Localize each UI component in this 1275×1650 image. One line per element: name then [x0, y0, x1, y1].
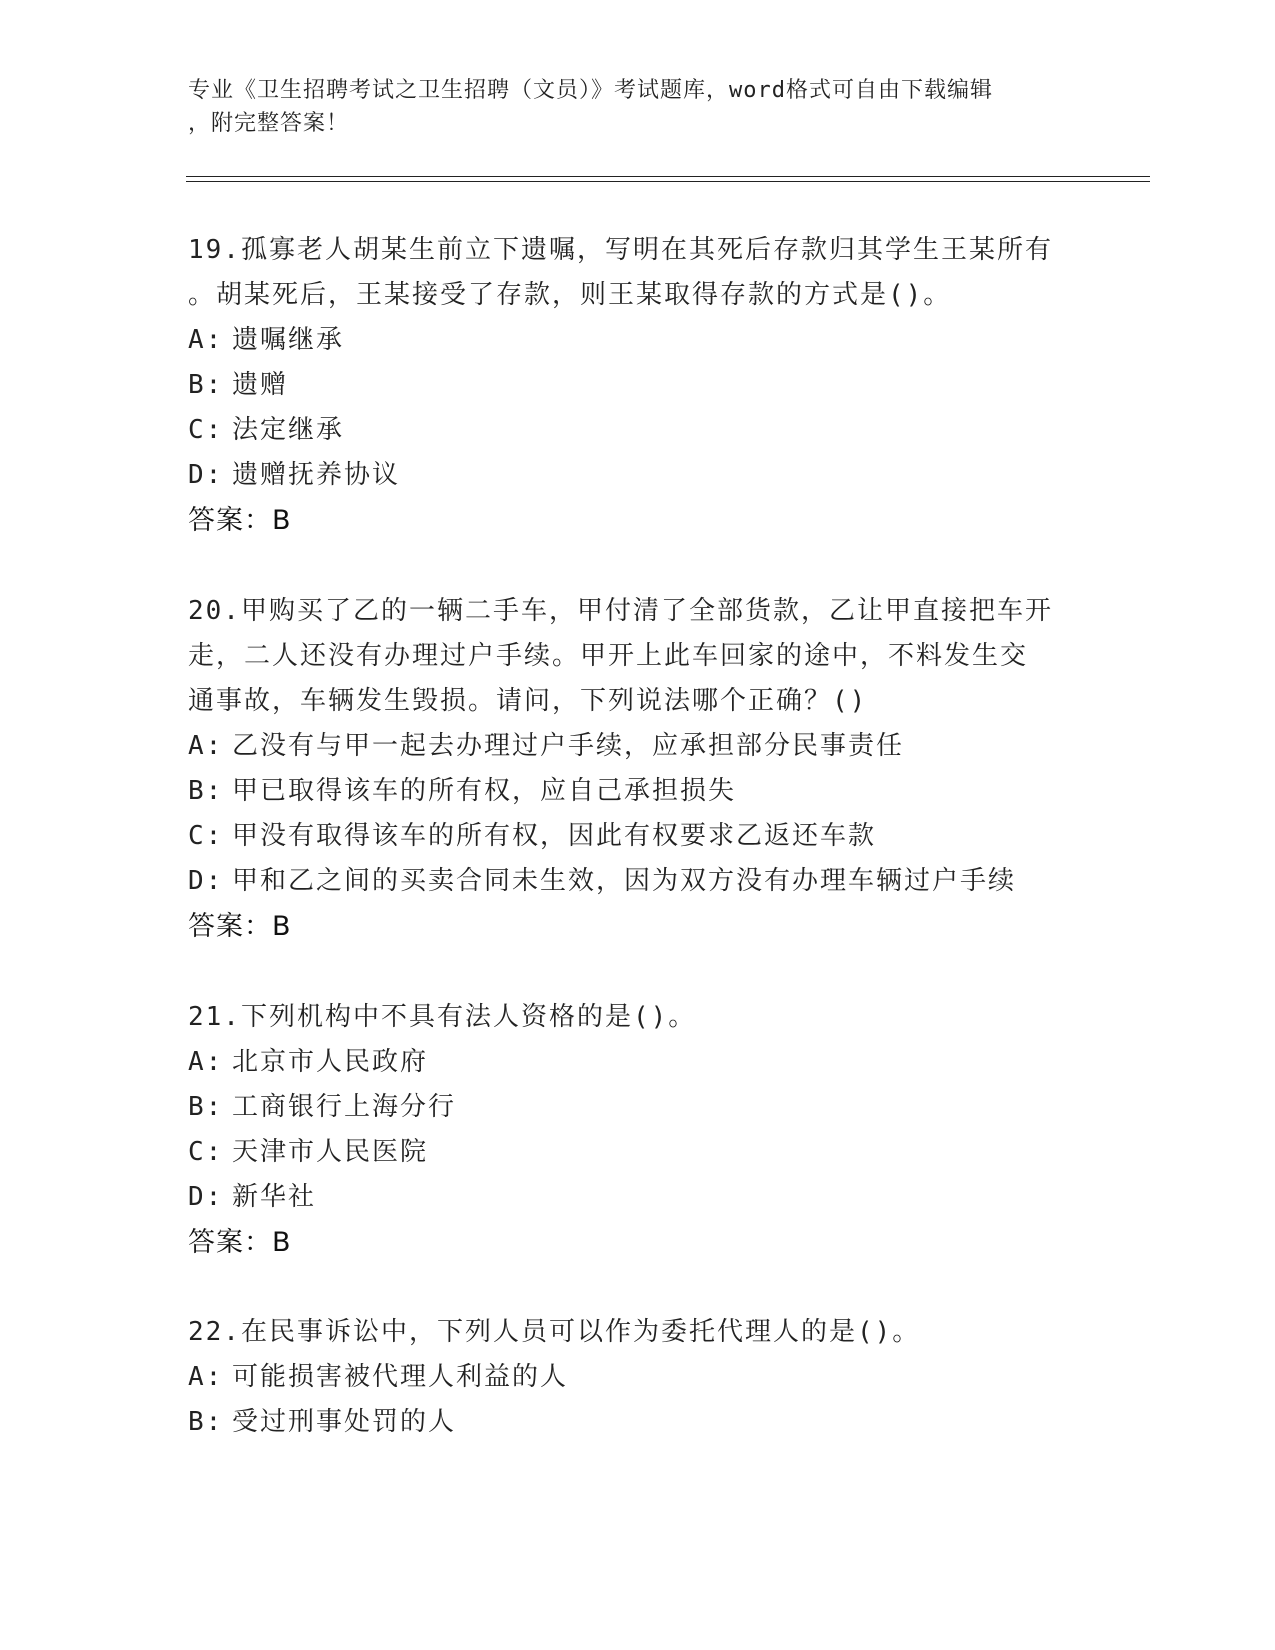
- option-d: D: 新华社: [188, 1182, 317, 1212]
- option-b: B: 甲已取得该车的所有权，应自己承担损失: [188, 776, 737, 806]
- option-b: B: 受过刑事处罚的人: [188, 1407, 457, 1437]
- question-20: [188, 589, 1088, 950]
- question-stem-line: 19.孤寡老人胡某生前立下遗嘱，写明在其死后存款归其学生王某所有: [188, 235, 1053, 265]
- option-a: A: 遗嘱继承: [188, 325, 345, 355]
- option-c: C: 法定继承: [188, 415, 345, 445]
- option-a: A: 乙没有与甲一起去办理过户手续，应承担部分民事责任: [188, 731, 905, 761]
- question-22: [188, 1310, 1088, 1445]
- question-19: [188, 228, 1088, 544]
- header-line-1: 专业《卫生招聘考试之卫生招聘（文员）》考试题库，word格式可自由下载编辑: [188, 78, 993, 103]
- header-divider-top: [186, 176, 1150, 177]
- option-c: C: 天津市人民医院: [188, 1137, 429, 1167]
- question-21: [188, 995, 1088, 1266]
- answer: 答案：B: [188, 1227, 292, 1258]
- option-c: C: 甲没有取得该车的所有权，因此有权要求乙返还车款: [188, 821, 877, 851]
- option-a: A: 可能损害被代理人利益的人: [188, 1362, 569, 1392]
- question-stem-line: 22.在民事诉讼中，下列人员可以作为委托代理人的是()。: [188, 1317, 921, 1347]
- header-line-2: ，附完整答案！: [188, 111, 350, 136]
- header-divider-bottom: [186, 181, 1150, 182]
- document-header: [188, 74, 1068, 140]
- question-stem-line: 。胡某死后，王某接受了存款，则王某取得存款的方式是()。: [188, 280, 952, 310]
- option-a: A: 北京市人民政府: [188, 1047, 429, 1077]
- question-stem-line: 通事故，车辆发生毁损。请问，下列说法哪个正确？(): [188, 686, 868, 716]
- question-stem-line: 20.甲购买了乙的一辆二手车，甲付清了全部货款，乙让甲直接把车开: [188, 596, 1053, 626]
- option-d: D: 遗赠抚养协议: [188, 460, 401, 490]
- option-b: B: 遗赠: [188, 370, 289, 400]
- answer: 答案：B: [188, 505, 292, 536]
- option-b: B: 工商银行上海分行: [188, 1092, 457, 1122]
- question-stem-line: 21.下列机构中不具有法人资格的是()。: [188, 1002, 697, 1032]
- option-d: D: 甲和乙之间的买卖合同未生效，因为双方没有办理车辆过户手续: [188, 866, 1017, 896]
- answer: 答案：B: [188, 911, 292, 942]
- question-stem-line: 走，二人还没有办理过户手续。甲开上此车回家的途中，不料发生交: [188, 641, 1029, 671]
